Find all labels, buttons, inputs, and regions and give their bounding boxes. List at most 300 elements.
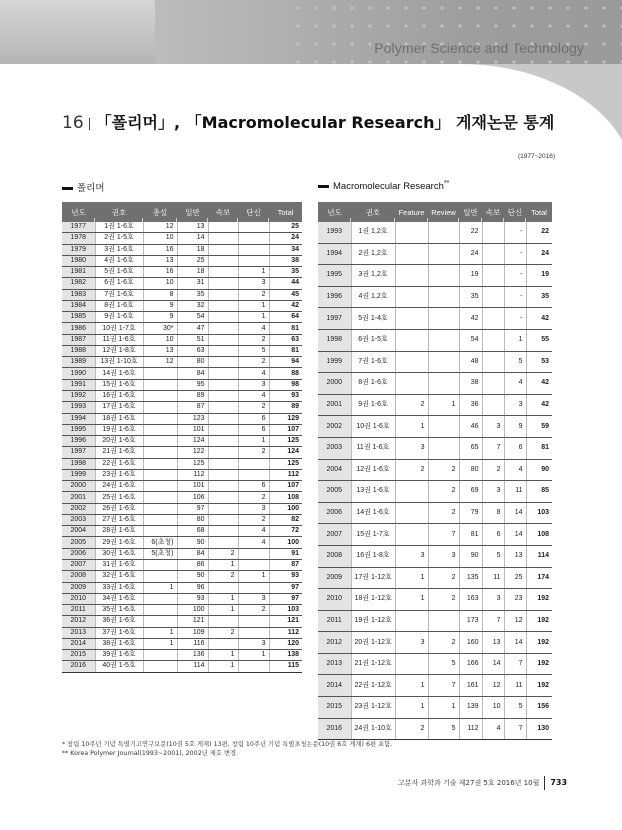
count-cell: 135 (459, 567, 482, 589)
count-cell: 2 (428, 567, 459, 589)
volume-cell: 14권 1-6호 (351, 502, 395, 524)
year-cell: 2003 (62, 514, 95, 525)
count-cell: 109 (177, 627, 208, 638)
count-cell (238, 661, 269, 672)
volume-cell: 13권 1-6호 (351, 481, 395, 503)
count-cell: 14 (177, 233, 208, 244)
count-cell (482, 308, 504, 330)
count-cell: 4 (238, 368, 269, 379)
count-cell: 6 (238, 481, 269, 492)
count-cell: 51 (177, 334, 208, 345)
volume-cell: 29권 1-6호 (95, 537, 143, 548)
count-cell: 9 (504, 416, 526, 438)
count-cell (208, 514, 238, 525)
count-cell (143, 559, 177, 570)
count-cell: 97 (177, 503, 208, 514)
total-cell: 115 (269, 661, 302, 672)
year-cell: 2005 (318, 481, 351, 503)
volume-cell: 35권 1-6호 (95, 605, 143, 616)
year-cell: 1993 (62, 402, 95, 413)
total-cell: 97 (269, 593, 302, 604)
count-cell: 112 (459, 718, 482, 740)
count-cell: 3 (238, 593, 269, 604)
volume-cell: 23권 1-12호 (351, 697, 395, 719)
count-cell: 10 (143, 233, 177, 244)
table-row (318, 437, 552, 459)
count-cell (428, 437, 459, 459)
count-cell: 161 (459, 675, 482, 697)
count-cell (208, 402, 238, 413)
total-cell: 108 (269, 492, 302, 503)
journal-citation: 고분자 과학과 기술 제27권 5호 2016년 10월 (398, 779, 540, 787)
year-cell: 1985 (62, 312, 95, 323)
count-cell (208, 379, 238, 390)
count-cell (208, 616, 238, 627)
volume-cell: 20권 1-12호 (351, 632, 395, 654)
count-cell: 7 (504, 653, 526, 675)
column-header: Review (428, 202, 459, 222)
table-row (62, 481, 302, 492)
count-cell: 1 (238, 571, 269, 582)
count-cell: 87 (177, 402, 208, 413)
year-cell: 2011 (62, 605, 95, 616)
page-footer (398, 776, 567, 790)
table-row (318, 545, 552, 567)
page-title (62, 110, 554, 133)
count-cell (208, 368, 238, 379)
period-label: (1977~2016) (517, 153, 555, 160)
table-row (62, 278, 302, 289)
count-cell: 139 (459, 697, 482, 719)
count-cell (143, 492, 177, 503)
count-cell: 5 (428, 718, 459, 740)
volume-cell: 12권 1-8호 (95, 345, 143, 356)
total-cell: 124 (269, 447, 302, 458)
count-cell: 31 (177, 278, 208, 289)
count-cell: 2 (482, 459, 504, 481)
total-cell: 100 (269, 503, 302, 514)
count-cell (482, 222, 504, 243)
count-cell: 1 (238, 267, 269, 278)
count-cell: 12 (504, 610, 526, 632)
count-cell: 11 (504, 675, 526, 697)
table-row (318, 524, 552, 546)
volume-cell: 4권 1-6호 (95, 255, 143, 266)
count-cell: 4 (238, 537, 269, 548)
count-cell: 2 (208, 571, 238, 582)
count-cell: 2 (238, 447, 269, 458)
column-header: 권호 (95, 202, 143, 222)
count-cell (238, 255, 269, 266)
count-cell (482, 329, 504, 351)
count-cell: 2 (428, 502, 459, 524)
volume-cell: 32권 1-6호 (95, 571, 143, 582)
count-cell: 16 (143, 267, 177, 278)
table-row (318, 610, 552, 632)
count-cell: 9 (143, 300, 177, 311)
table-row (62, 571, 302, 582)
count-cell (143, 503, 177, 514)
count-cell (482, 286, 504, 308)
total-cell: 42 (526, 394, 552, 416)
count-cell: 90 (177, 571, 208, 582)
count-cell: 19 (459, 265, 482, 287)
total-cell: 91 (269, 548, 302, 559)
footnote: ** Korea Polymer Journal(1993~2001), 2002년 제호 변경. (62, 750, 239, 757)
footnotes (62, 740, 392, 758)
count-cell (208, 334, 238, 345)
count-cell: 5 (504, 351, 526, 373)
year-cell: 2007 (62, 559, 95, 570)
count-cell: 1 (428, 394, 459, 416)
count-cell (143, 650, 177, 661)
count-cell: 2 (428, 632, 459, 654)
count-cell (238, 559, 269, 570)
year-cell: 1994 (62, 413, 95, 424)
table-row (62, 312, 302, 323)
total-cell: 34 (269, 244, 302, 255)
count-cell: 8 (143, 289, 177, 300)
year-cell: 2001 (62, 492, 95, 503)
total-cell: 98 (269, 379, 302, 390)
year-cell: 2014 (318, 675, 351, 697)
total-cell: 97 (269, 582, 302, 593)
table-row (318, 394, 552, 416)
count-cell (428, 286, 459, 308)
total-cell: 45 (269, 289, 302, 300)
count-cell: 3 (395, 632, 428, 654)
count-cell: 1 (504, 329, 526, 351)
count-cell: 12 (482, 675, 504, 697)
count-cell: 163 (459, 589, 482, 611)
year-cell: 1987 (62, 334, 95, 345)
year-cell: 2000 (318, 373, 351, 395)
dash-icon (62, 187, 73, 190)
total-cell: 192 (526, 610, 552, 632)
count-cell (208, 244, 238, 255)
column-header: 일반 (177, 202, 208, 222)
count-cell: 30* (143, 323, 177, 334)
count-cell: 6(초청) (143, 537, 177, 548)
year-cell: 2002 (318, 416, 351, 438)
count-cell: 3 (482, 589, 504, 611)
count-cell: 48 (459, 351, 482, 373)
count-cell: 3 (395, 545, 428, 567)
total-cell: 24 (526, 243, 552, 265)
column-header: Total (269, 202, 302, 222)
table-row (62, 300, 302, 311)
volume-cell: 4권 1,2호 (351, 286, 395, 308)
table-row (62, 503, 302, 514)
count-cell (208, 357, 238, 368)
count-cell: 160 (459, 632, 482, 654)
count-cell: 54 (177, 312, 208, 323)
count-cell: 46 (459, 416, 482, 438)
count-cell (238, 627, 269, 638)
journal-band-title: Polymer Science and Technology (374, 40, 584, 56)
count-cell (208, 233, 238, 244)
year-cell: 1978 (62, 233, 95, 244)
count-cell: - (504, 243, 526, 265)
count-cell (143, 436, 177, 447)
count-cell: 6 (504, 437, 526, 459)
table-row (62, 469, 302, 480)
table-row (62, 323, 302, 334)
count-cell: 11 (482, 567, 504, 589)
count-cell: 13 (143, 255, 177, 266)
total-cell: 42 (526, 308, 552, 330)
volume-cell: 16권 1-8호 (351, 545, 395, 567)
volume-cell: 8권 1-6호 (351, 373, 395, 395)
count-cell: 114 (177, 661, 208, 672)
count-cell: 2 (238, 492, 269, 503)
volume-cell: 1권 1-6호 (95, 222, 143, 233)
year-cell: 1999 (318, 351, 351, 373)
count-cell: 173 (459, 610, 482, 632)
count-cell: 1 (208, 650, 238, 661)
column-header: 년도 (62, 202, 95, 222)
total-cell: 24 (269, 233, 302, 244)
count-cell: 96 (177, 582, 208, 593)
count-cell: 136 (177, 650, 208, 661)
year-cell: 1992 (62, 390, 95, 401)
volume-cell: 38권 1-6호 (95, 638, 143, 649)
table-row (62, 582, 302, 593)
count-cell: 13 (143, 345, 177, 356)
volume-cell: 30권 1-6호 (95, 548, 143, 559)
count-cell: 5 (482, 545, 504, 567)
total-cell: 42 (269, 300, 302, 311)
total-cell: 93 (269, 390, 302, 401)
count-cell: 79 (459, 502, 482, 524)
count-cell: 32 (177, 300, 208, 311)
volume-cell: 31권 1-6호 (95, 559, 143, 570)
count-cell: 10 (143, 278, 177, 289)
table-row (318, 308, 552, 330)
count-cell (428, 265, 459, 287)
count-cell: 3 (482, 481, 504, 503)
year-cell: 1998 (318, 329, 351, 351)
year-cell: 2013 (318, 653, 351, 675)
volume-cell: 36권 1-6호 (95, 616, 143, 627)
count-cell: 4 (238, 323, 269, 334)
count-cell (143, 390, 177, 401)
count-cell: 90 (177, 537, 208, 548)
count-cell (143, 402, 177, 413)
polymer-section-title: 폴리머 (62, 180, 105, 194)
count-cell: 2 (208, 548, 238, 559)
total-cell: 114 (526, 545, 552, 567)
total-cell: 19 (526, 265, 552, 287)
count-cell (238, 469, 269, 480)
count-cell: 1 (238, 300, 269, 311)
count-cell: 6 (482, 524, 504, 546)
count-cell (208, 289, 238, 300)
table-row (62, 650, 302, 661)
volume-cell: 15권 1-6호 (95, 379, 143, 390)
count-cell (143, 458, 177, 469)
table-row (318, 222, 552, 243)
count-cell: 121 (177, 616, 208, 627)
count-cell: 2 (238, 605, 269, 616)
count-cell (143, 481, 177, 492)
count-cell (208, 481, 238, 492)
total-cell: 192 (526, 589, 552, 611)
total-cell: 129 (269, 413, 302, 424)
count-cell (143, 469, 177, 480)
count-cell: 1 (395, 567, 428, 589)
count-cell (208, 345, 238, 356)
table-row (62, 379, 302, 390)
count-cell: 63 (177, 345, 208, 356)
count-cell (143, 368, 177, 379)
count-cell: 65 (459, 437, 482, 459)
count-cell: 125 (177, 458, 208, 469)
count-cell (238, 616, 269, 627)
table-row (62, 436, 302, 447)
count-cell: 2 (428, 589, 459, 611)
count-cell (238, 222, 269, 233)
count-cell: 116 (177, 638, 208, 649)
count-cell (482, 265, 504, 287)
volume-cell: 12권 1-6호 (351, 459, 395, 481)
count-cell (238, 458, 269, 469)
year-cell: 1995 (318, 265, 351, 287)
table-row (62, 605, 302, 616)
year-cell: 1984 (62, 300, 95, 311)
volume-cell: 7권 1-6호 (95, 289, 143, 300)
count-cell (143, 424, 177, 435)
count-cell: 1 (208, 559, 238, 570)
count-cell: 123 (177, 413, 208, 424)
count-cell: 1 (395, 697, 428, 719)
dash-icon (318, 185, 329, 188)
count-cell: 1 (395, 589, 428, 611)
count-cell (428, 416, 459, 438)
year-cell: 1993 (318, 222, 351, 243)
count-cell: 13 (177, 222, 208, 233)
column-header: 권호 (351, 202, 395, 222)
year-cell: 1990 (62, 368, 95, 379)
year-cell: 2003 (318, 437, 351, 459)
volume-cell: 23권 1-6호 (95, 469, 143, 480)
count-cell: 6 (238, 424, 269, 435)
year-cell: 2008 (62, 571, 95, 582)
year-cell: 2016 (62, 661, 95, 672)
table-row (62, 402, 302, 413)
count-cell (143, 571, 177, 582)
total-cell: 156 (526, 697, 552, 719)
count-cell: 1 (208, 661, 238, 672)
total-cell: 72 (269, 526, 302, 537)
count-cell: - (504, 308, 526, 330)
table-row (62, 424, 302, 435)
count-cell: 84 (177, 368, 208, 379)
count-cell: 2 (238, 289, 269, 300)
count-cell (143, 413, 177, 424)
volume-cell: 25권 1-6호 (95, 492, 143, 503)
count-cell (208, 390, 238, 401)
table-row (318, 481, 552, 503)
year-cell: 2007 (318, 524, 351, 546)
count-cell: 2 (428, 459, 459, 481)
count-cell: 1 (238, 650, 269, 661)
volume-cell: 37권 1-6호 (95, 627, 143, 638)
table-row (318, 329, 552, 351)
count-cell: 14 (504, 524, 526, 546)
polymer-stats-table (62, 202, 302, 673)
count-cell: 2 (238, 402, 269, 413)
year-cell: 1980 (62, 255, 95, 266)
count-cell (208, 222, 238, 233)
year-cell: 2002 (62, 503, 95, 514)
year-cell: 2006 (318, 502, 351, 524)
count-cell (208, 255, 238, 266)
count-cell (208, 492, 238, 503)
total-cell: 107 (269, 424, 302, 435)
table-row (318, 351, 552, 373)
count-cell (143, 661, 177, 672)
count-cell: - (504, 286, 526, 308)
table-row (318, 697, 552, 719)
total-cell: 64 (269, 312, 302, 323)
count-cell: 13 (482, 632, 504, 654)
count-cell: 1 (208, 593, 238, 604)
volume-cell: 9권 1-6호 (351, 394, 395, 416)
count-cell: 25 (177, 255, 208, 266)
table-row (318, 459, 552, 481)
table-row (62, 244, 302, 255)
total-cell: 59 (526, 416, 552, 438)
count-cell (208, 526, 238, 537)
count-cell: 166 (459, 653, 482, 675)
count-cell: 4 (482, 718, 504, 740)
count-cell: 5 (238, 345, 269, 356)
table-row (62, 390, 302, 401)
count-cell: - (504, 265, 526, 287)
count-cell: 36 (459, 394, 482, 416)
total-cell: 55 (526, 329, 552, 351)
table-row (62, 514, 302, 525)
year-cell: 2014 (62, 638, 95, 649)
count-cell: - (504, 222, 526, 243)
count-cell: 112 (177, 469, 208, 480)
count-cell: 84 (177, 548, 208, 559)
table-row (62, 616, 302, 627)
count-cell: 101 (177, 424, 208, 435)
count-cell: 14 (504, 502, 526, 524)
count-cell (395, 286, 428, 308)
count-cell: 3 (428, 545, 459, 567)
year-cell: 2004 (318, 459, 351, 481)
count-cell (208, 447, 238, 458)
table-row (62, 357, 302, 368)
year-cell: 1998 (62, 458, 95, 469)
count-cell (208, 582, 238, 593)
count-cell: 12 (143, 222, 177, 233)
year-cell: 1982 (62, 278, 95, 289)
count-cell: 22 (459, 222, 482, 243)
total-cell: 121 (269, 616, 302, 627)
total-cell: 103 (526, 502, 552, 524)
count-cell: 25 (504, 567, 526, 589)
year-cell: 2012 (62, 616, 95, 627)
total-cell: 81 (526, 437, 552, 459)
count-cell: 100 (177, 605, 208, 616)
volume-cell: 19권 1-12호 (351, 610, 395, 632)
volume-cell: 26권 1-6호 (95, 503, 143, 514)
section-number: 16 (62, 113, 84, 133)
